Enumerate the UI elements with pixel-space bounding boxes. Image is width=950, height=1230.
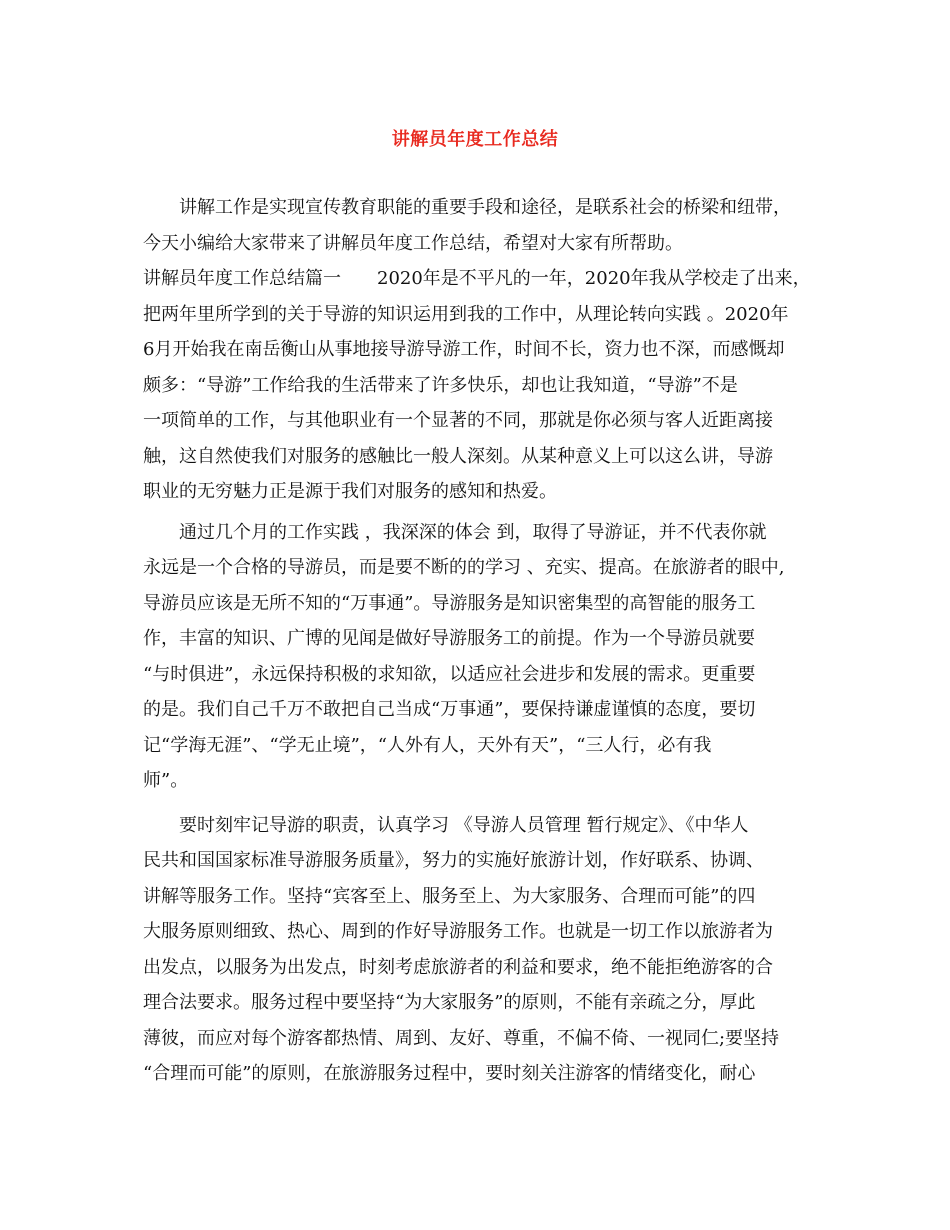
paragraph-line: 把两年里所学到的关于导游的知识运用到我的工作中，从理论转向实践 。2020年	[143, 303, 789, 325]
paragraph-line: 6月开始我在南岳衡山从事地接导游导游工作，时间不长，资力也不深，而感慨却	[143, 339, 785, 360]
paragraph-line: 民共和国国家标准导游服务质量》，努力的实施好旅游计划，作好联系、协调、	[143, 850, 764, 871]
paragraph-line: 记“学海无涯”、“学无止境”，“人外有人，天外有天”，“三人行，必有我	[143, 734, 712, 756]
paragraph-line: 今天小编给大家带来了讲解员年度工作总结，希望对大家有所帮助。	[143, 232, 683, 254]
document-body	[143, 190, 813, 1092]
paragraph-line: 职业的无穷魅力正是源于我们对服务的感知和热爱。	[143, 481, 557, 502]
paragraph-line: 永远是一个合格的导游员，而是要不断的的学习 、充实、提高。在旅游者的眼中,	[143, 557, 785, 578]
paragraph-line: 通过几个月的工作实践 ，我深深的体会 到，取得了导游证，并不代表你就	[179, 521, 767, 543]
paragraph-line: 讲解等服务工作。坚持“宾客至上、服务至上、为大家服务、合理而可能”的四	[143, 885, 756, 907]
paragraph-line: 导游员应该是无所不知的“万事通”。导游服务是知识密集型的高智能的服务工	[143, 592, 756, 614]
paragraph-line: 要时刻牢记导游的职责，认真学习 《导游人员管理 暂行规定》、《中华人	[179, 814, 749, 836]
paragraph-line: “与时俱进”，永远保持积极的求知欲，以适应社会进步和发展的需求。更重要	[143, 663, 756, 685]
paragraph-line: “合理而可能”的原则，在旅游服务过程中，要时刻关注游客的情绪变化，耐心	[143, 1063, 756, 1084]
document-title: 讲解员年度工作总结	[391, 129, 559, 150]
paragraph-line: 作，丰富的知识、广博的见闻是做好导游服务工的前提。作为一个导游员就要	[143, 628, 755, 649]
paragraph-line: 师”。	[143, 770, 189, 791]
paragraph-line: 触，这自然使我们对服务的感触比一般人深刻。从某种意义上可以这么讲，导游	[143, 445, 773, 467]
paragraph-line: 讲解员年度工作总结篇一 2020年是不平凡的一年，2020年我从学校走了出来，	[143, 268, 811, 289]
paragraph-line: 薄彼，而应对每个游客都热情、周到、友好、尊重，不偏不倚、一视同仁;要坚持	[143, 1027, 780, 1049]
paragraph-line: 讲解工作是实现宣传教育职能的重要手段和途径，是联系社会的桥梁和纽带，	[179, 197, 791, 218]
paragraph-line: 大服务原则细致、热心、周到的作好导游服务工作。也就是一切工作以旅游者为	[143, 921, 773, 942]
paragraph-line: 颇多：“导游”工作给我的生活带来了许多快乐，却也让我知道，“导游”不是	[143, 374, 738, 396]
paragraph-line: 理合法要求。服务过程中要坚持“为大家服务”的原则，不能有亲疏之分，厚此	[143, 992, 756, 1013]
paragraph-line: 的是。我们自己千万不敢把自己当成“万事通”，要保持谦虚谨慎的态度，要切	[143, 699, 756, 720]
paragraph-line: 出发点，以服务为出发点，时刻考虑旅游者的利益和要求，绝不能拒绝游客的合	[143, 956, 773, 978]
paragraph-line: 一项简单的工作，与其他职业有一个显著的不同，那就是你必须与客人近距离接	[143, 410, 773, 431]
